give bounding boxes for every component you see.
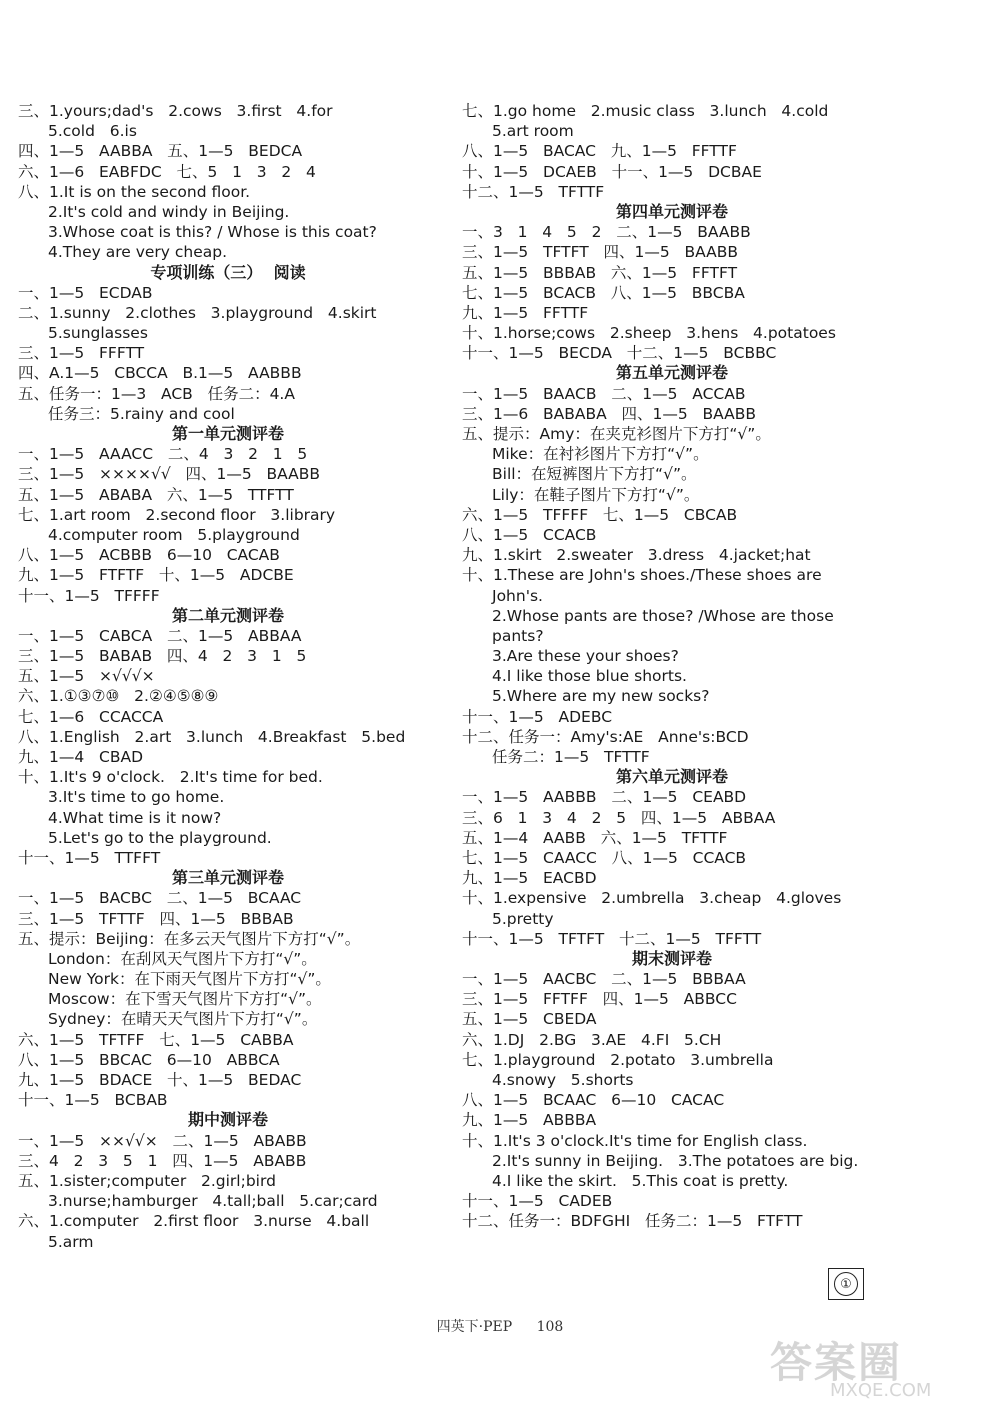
answer-line: 五、提示：Beijing：在多云天气图片下方打“√”。 bbox=[18, 929, 361, 948]
answer-line: 六、1.computer 2.first floor 3.nurse 4.ball bbox=[18, 1212, 370, 1231]
answer-line: 七、1.playground 2.potato 3.umbrella bbox=[462, 1050, 774, 1069]
answer-line: 三、1.yours;dad's 2.cows 3.first 4.for bbox=[18, 102, 333, 120]
answer-line: 一、1—5 AACBC 二、1—5 BBBAA bbox=[462, 970, 746, 989]
answer-line: 三、4 2 3 5 1 四、1—5 ABABB bbox=[18, 1151, 307, 1170]
answer-line: 九、1—5 BDACE 十、1—5 BEDAC bbox=[18, 1071, 302, 1089]
answer-line: 5.sunglasses bbox=[48, 324, 148, 343]
answer-line: 十一、1—5 ADEBC bbox=[462, 707, 613, 726]
answer-line: 十二、任务一：BDFGHI 任务二：1—5 FTFTT bbox=[462, 1212, 803, 1231]
answer-line: 八、1—5 ACBBB 6—10 CACAB bbox=[18, 546, 280, 565]
answer-line: 八、1—5 BBCAC 6—10 ABBCA bbox=[18, 1050, 280, 1069]
answer-line: 三、1—5 FFTFF 四、1—5 ABBCC bbox=[462, 990, 737, 1009]
answer-line: 3.It's time to go home. bbox=[48, 788, 225, 807]
answer-line: 十一、1—5 TFFFF bbox=[18, 586, 160, 605]
answer-line: 三、1—5 TFTFT 四、1—5 BAABB bbox=[462, 243, 739, 262]
answer-line: 5.arm bbox=[48, 1232, 94, 1251]
answer-line: 五、任务一：1—3 ACB 任务二：4.A bbox=[18, 384, 295, 403]
section-heading: 第一单元测评卷 bbox=[171, 424, 284, 443]
section-heading: 专项训练（三） 阅读 bbox=[150, 262, 306, 282]
answer-line: 4.I like those blue shorts. bbox=[492, 667, 687, 686]
answer-line: 七、1—6 CCACCA bbox=[18, 707, 164, 726]
answer-line: 4.snowy 5.shorts bbox=[492, 1071, 634, 1089]
answer-line: 二、1.sunny 2.clothes 3.playground 4.skirt bbox=[18, 303, 377, 322]
answer-line: 三、1—5 FFFTT bbox=[18, 344, 145, 363]
answer-line: Mike：在衬衫图片下方打“√”。 bbox=[492, 445, 709, 464]
answer-line: Lily：在鞋子图片下方打“√”。 bbox=[492, 485, 700, 504]
answer-line: 十一、1—5 TTFFT bbox=[18, 848, 161, 867]
answer-line: 一、3 1 4 5 2 二、1—5 BAABB bbox=[462, 223, 751, 242]
answer-column-right bbox=[462, 101, 882, 1232]
answer-line: 十一、1—5 TFTFT 十二、1—5 TFFTT bbox=[462, 929, 762, 948]
answer-line: 六、1—6 EABFDC 七、5 1 3 2 4 bbox=[18, 162, 316, 181]
answer-line: 三、1—6 BABABA 四、1—5 BAABB bbox=[462, 404, 757, 423]
answer-line: 十一、1—5 BCBAB bbox=[18, 1091, 168, 1110]
section-heading: 期末测评卷 bbox=[631, 948, 712, 968]
answer-line: 一、1—5 BACBC 二、1—5 BCAAC bbox=[18, 889, 302, 908]
answer-line: 五、1—5 ABABA 六、1—5 TTFTT bbox=[18, 485, 294, 504]
section-heading: 第四单元测评卷 bbox=[615, 201, 728, 221]
answer-line: 六、1—5 TFTFF 七、1—5 CABBA bbox=[18, 1030, 294, 1049]
section-heading: 期中测评卷 bbox=[187, 1110, 268, 1130]
answer-line: 十一、1—5 BECDA 十二、1—5 BCBBC bbox=[462, 344, 777, 363]
answer-line: 3.Are these your shoes? bbox=[492, 647, 679, 666]
answer-line: 六、1.①③⑦⑩ 2.②④⑤⑧⑨ bbox=[18, 687, 219, 706]
answer-line: 七、1—5 CAACC 八、1—5 CCACB bbox=[462, 848, 747, 867]
answer-line: 3.nurse;hamburger 4.tall;ball 5.car;card bbox=[48, 1192, 378, 1211]
answer-line: 5.pretty bbox=[492, 909, 554, 928]
answer-line: 三、1—5 TFTTF 四、1—5 BBBAB bbox=[18, 909, 294, 928]
section-heading: 第五单元测评卷 bbox=[615, 363, 728, 383]
answer-line: 一、1—5 ECDAB bbox=[18, 283, 153, 302]
answer-line: 四、A.1—5 CBCCA B.1—5 AABBB bbox=[18, 364, 302, 383]
answer-line: 八、1—5 BCAAC 6—10 CACAC bbox=[462, 1091, 725, 1110]
section-heading: 第二单元测评卷 bbox=[171, 605, 284, 625]
answer-line: Moscow：在下雪天气图片下方打“√”。 bbox=[48, 990, 322, 1009]
answer-line: 九、1.skirt 2.sweater 3.dress 4.jacket;hat bbox=[462, 546, 811, 565]
answer-line: New York：在下雨天气图片下方打“√”。 bbox=[48, 970, 331, 989]
answer-line: 十、1.It's 9 o'clock. 2.It's time for bed. bbox=[18, 768, 323, 787]
answer-line: 八、1.English 2.art 3.lunch 4.Breakfast 5.bed bbox=[18, 727, 406, 746]
answer-line: 一、1—5 ××√√× 二、1—5 ABABB bbox=[18, 1131, 307, 1150]
answer-line: 九、1—5 FFTTF bbox=[462, 303, 589, 322]
answer-line: 九、1—5 FTFTF 十、1—5 ADCBE bbox=[18, 566, 294, 585]
answer-line: 十、1.horse;cows 2.sheep 3.hens 4.potatoes bbox=[462, 324, 836, 343]
answer-line: 十二、任务一：Amy's:AE Anne's:BCD bbox=[462, 727, 749, 746]
answer-line: 六、1.DJ 2.BG 3.AE 4.FI 5.CH bbox=[462, 1030, 722, 1049]
watermark-logo bbox=[770, 1330, 992, 1402]
answer-line: 七、1—5 BCACB 八、1—5 BBCBA bbox=[462, 283, 745, 302]
answer-line: 八、1—5 CCACB bbox=[462, 525, 597, 544]
watermark-url: MXQE.COM bbox=[830, 1380, 932, 1401]
answer-line: 5.art room bbox=[492, 122, 574, 141]
answer-line: 八、1.It is on the second floor. bbox=[18, 182, 251, 201]
answer-line: 十一、1—5 CADEB bbox=[462, 1192, 613, 1211]
answer-line: 5.Let's go to the playground. bbox=[48, 828, 272, 847]
answer-line: 5.cold 6.is bbox=[48, 122, 137, 141]
answer-line: London：在刮风天气图片下方打“√”。 bbox=[48, 949, 317, 968]
answer-line: 十、1.These are John's shoes./These shoes are bbox=[462, 566, 822, 585]
answer-line: 十、1.It's 3 o'clock.It's time for English class. bbox=[462, 1131, 808, 1150]
answer-line: 一、1—5 CABCA 二、1—5 ABBAA bbox=[18, 626, 302, 645]
answer-line: 五、1—4 AABB 六、1—5 TFTTF bbox=[462, 828, 728, 847]
footer-book-label: 四英下·PEP bbox=[436, 1319, 513, 1335]
answer-line: 3.Whose coat is this? / Whose is this coat? bbox=[48, 223, 377, 242]
answer-line: 三、1—5 ××××√√ 四、1—5 BAABB bbox=[18, 465, 321, 484]
answer-line: 五、1—5 BBBAB 六、1—5 FFTFT bbox=[462, 263, 738, 282]
answer-line: Bill：在短裤图片下方打“√”。 bbox=[492, 465, 697, 484]
answer-line: 五、1—5 CBEDA bbox=[462, 1010, 597, 1029]
answer-line: 九、1—5 EACBD bbox=[462, 869, 597, 888]
answer-line: 2.It's sunny in Beijing. 3.The potatoes are big. bbox=[492, 1151, 859, 1170]
answer-line: 九、1—5 ABBBA bbox=[462, 1111, 597, 1130]
answer-line: 一、1—5 AAACC 二、4 3 2 1 5 bbox=[18, 445, 308, 464]
answer-line: 任务二：1—5 TFTTF bbox=[492, 748, 650, 766]
answer-line: 九、1—4 CBAD bbox=[18, 748, 143, 766]
answer-line: 五、1—5 ×√√√× bbox=[18, 667, 155, 686]
answer-line: 4.They are very cheap. bbox=[48, 243, 228, 262]
answer-line: 六、1—5 TFFFF 七、1—5 CBCAB bbox=[462, 505, 738, 524]
answer-line: 4.I like the skirt. 5.This coat is pretty. bbox=[492, 1171, 789, 1190]
answer-line: 七、1.art room 2.second floor 3.library bbox=[18, 505, 336, 524]
section-heading: 第六单元测评卷 bbox=[615, 767, 728, 787]
answer-line: Sydney：在晴天天气图片下方打“√”。 bbox=[48, 1010, 318, 1029]
answer-line: 五、提示：Amy：在夹克衫图片下方打“√”。 bbox=[462, 425, 771, 443]
answer-line: 十、1.expensive 2.umbrella 3.cheap 4.gloves bbox=[462, 889, 842, 908]
answer-line: 四、1—5 AABBA 五、1—5 BEDCA bbox=[18, 142, 303, 161]
answer-line: 2.Whose pants are those? /Whose are those bbox=[492, 606, 834, 625]
section-heading: 第三单元测评卷 bbox=[171, 868, 284, 888]
answer-line: 八、1—5 BACAC 九、1—5 FFTTF bbox=[462, 142, 737, 161]
answer-line: 5.Where are my new socks? bbox=[492, 687, 710, 706]
answer-line: 三、1—5 BABAB 四、4 2 3 1 5 bbox=[18, 647, 307, 666]
answer-line: 七、1.go home 2.music class 3.lunch 4.cold bbox=[462, 102, 829, 120]
answer-line: John's. bbox=[492, 586, 543, 605]
answer-line: 一、1—5 AABBB 二、1—5 CEABD bbox=[462, 788, 747, 807]
answer-line: 十二、1—5 TFTTF bbox=[462, 182, 605, 201]
answer-line: 2.It's cold and windy in Beijing. bbox=[48, 202, 290, 221]
answer-line: 十、1—5 DCAEB 十一、1—5 DCBAE bbox=[462, 162, 762, 181]
answer-line: pants? bbox=[492, 626, 544, 645]
answer-line: 任务三：5.rainy and cool bbox=[48, 404, 235, 423]
page-badge-number: ① bbox=[834, 1272, 858, 1296]
answer-line: 4.computer room 5.playground bbox=[48, 525, 300, 544]
answer-line: 五、1.sister;computer 2.girl;bird bbox=[18, 1171, 276, 1190]
footer-page-number: 108 bbox=[536, 1319, 564, 1335]
answer-line: 一、1—5 BAACB 二、1—5 ACCAB bbox=[462, 384, 746, 403]
page-badge bbox=[828, 1268, 864, 1300]
watermark-text: 答案圈 bbox=[770, 1338, 903, 1387]
answer-line: 4.What time is it now? bbox=[48, 808, 222, 827]
answer-line: 三、6 1 3 4 2 5 四、1—5 ABBAA bbox=[462, 808, 776, 827]
answer-column-left bbox=[18, 101, 438, 1252]
